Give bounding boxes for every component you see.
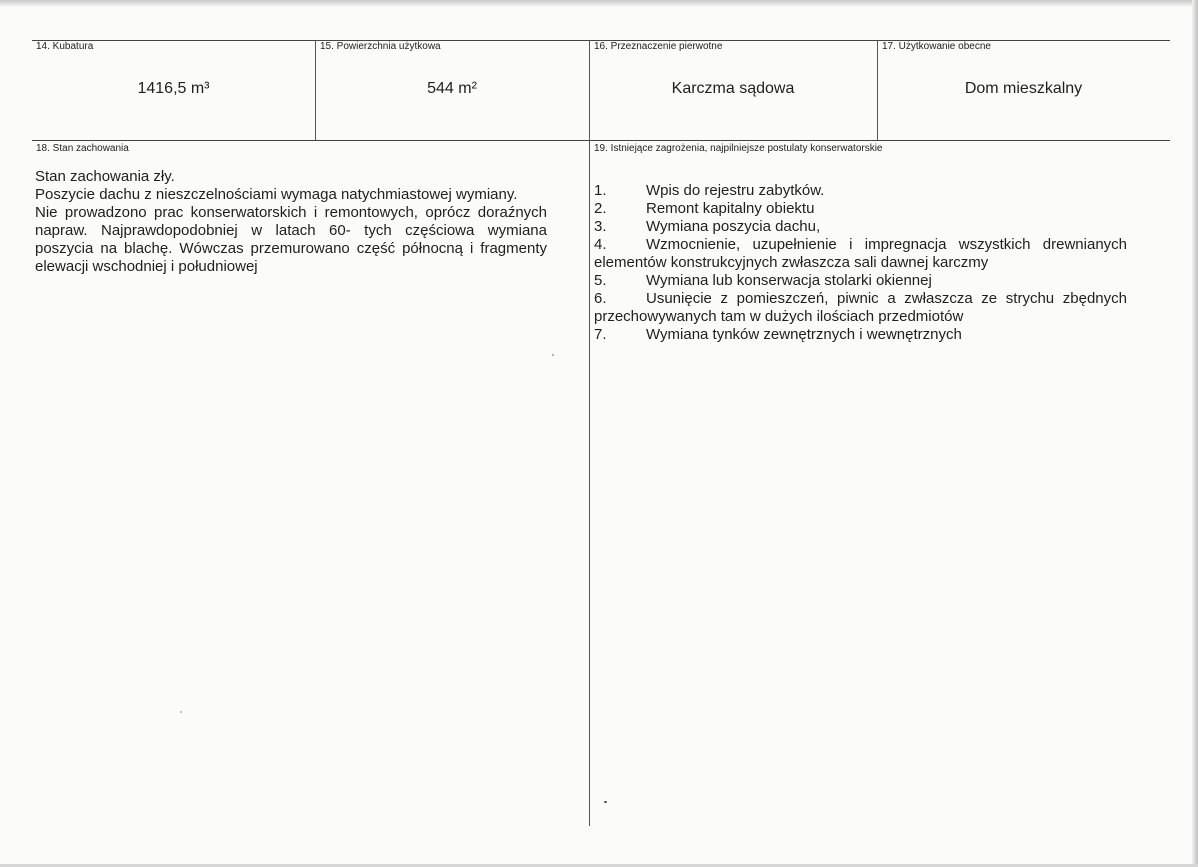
middle-rule bbox=[32, 140, 1170, 141]
powierzchnia-value: 544 m² bbox=[427, 80, 477, 97]
stan-line: elewacji wschodniej i południowej bbox=[35, 258, 258, 275]
item-number: 4. bbox=[594, 236, 607, 253]
list-item bbox=[594, 200, 1127, 218]
list-item-continuation: elementów konstrukcyjnych zwłaszcza sali dawnej karczmy bbox=[594, 254, 989, 271]
list-item bbox=[594, 326, 1127, 344]
stan-line: Stan zachowania zły. bbox=[35, 168, 175, 185]
list-item bbox=[594, 272, 1127, 290]
uzytkowanie-value: Dom mieszkalny bbox=[964, 80, 1083, 97]
item-number: 7. bbox=[594, 326, 607, 343]
przeznaczenie-value: Karczma sądowa bbox=[671, 80, 795, 97]
item-number: 5. bbox=[594, 272, 607, 289]
scan-edge-right bbox=[1192, 0, 1198, 867]
scan-speck bbox=[604, 801, 607, 803]
stan-line: Poszycie dachu z nieszczelnościami wymaga natychmiastowej wymiany. bbox=[35, 186, 518, 203]
item-number: 2. bbox=[594, 200, 607, 217]
item-number: 1. bbox=[594, 182, 607, 199]
kubatura-label: 14. Kubatura bbox=[36, 41, 94, 52]
zagrozenia-label: 19. Istniejące zagrożenia, najpilniejsze postulaty konserwatorskie bbox=[594, 143, 883, 154]
item-text: Wymiana tynków zewnętrznych i wewnętrznych bbox=[646, 326, 962, 343]
item-text: Wymiana poszycia dachu, bbox=[646, 218, 821, 235]
center-divider bbox=[589, 40, 590, 826]
scan-edge-top bbox=[0, 0, 1198, 6]
scan-speck bbox=[552, 354, 554, 356]
uzytkowanie-label: 17. Użytkowanie obecne bbox=[882, 41, 991, 52]
item-text: Wpis do rejestru zabytków. bbox=[646, 182, 825, 199]
list-item bbox=[594, 236, 1127, 254]
kubatura-value: 1416,5 m³ bbox=[137, 80, 210, 97]
item-text: Usunięcie z pomieszczeń, piwnic a zwłaszcza ze strychu zbędnych bbox=[646, 290, 1127, 307]
przeznaczenie-label: 16. Przeznaczenie pierwotne bbox=[594, 41, 723, 52]
item-text: Remont kapitalny obiektu bbox=[646, 200, 815, 217]
list-item bbox=[594, 218, 1127, 236]
stan-line: poszycia na blachę. Wówczas przemurowano część północną i fragmenty bbox=[35, 240, 547, 257]
stan-label: 18. Stan zachowania bbox=[36, 143, 129, 154]
stan-line: napraw. Najprawdopodobniej w latach 60- tych częściowa wymiana bbox=[35, 222, 547, 239]
stan-line: Nie prowadzono prac konserwatorskich i remontowych, oprócz doraźnych bbox=[35, 204, 547, 221]
item-number: 6. bbox=[594, 290, 607, 307]
stan-text bbox=[35, 168, 547, 276]
item-number: 3. bbox=[594, 218, 607, 235]
list-item-continuation: przechowywanych tam w dużych ilościach przedmiotów bbox=[594, 308, 964, 325]
list-item bbox=[594, 182, 1127, 200]
scan-speck bbox=[180, 711, 182, 713]
list-item bbox=[594, 290, 1127, 308]
item-text: Wymiana lub konserwacja stolarki okiennej bbox=[646, 272, 932, 289]
zagrozenia-list bbox=[594, 182, 1127, 344]
powierzchnia-label: 15. Powierzchnia użytkowa bbox=[320, 41, 441, 52]
item-text: Wzmocnienie, uzupełnienie i impregnacja wszystkich drewnianych bbox=[646, 236, 1127, 253]
